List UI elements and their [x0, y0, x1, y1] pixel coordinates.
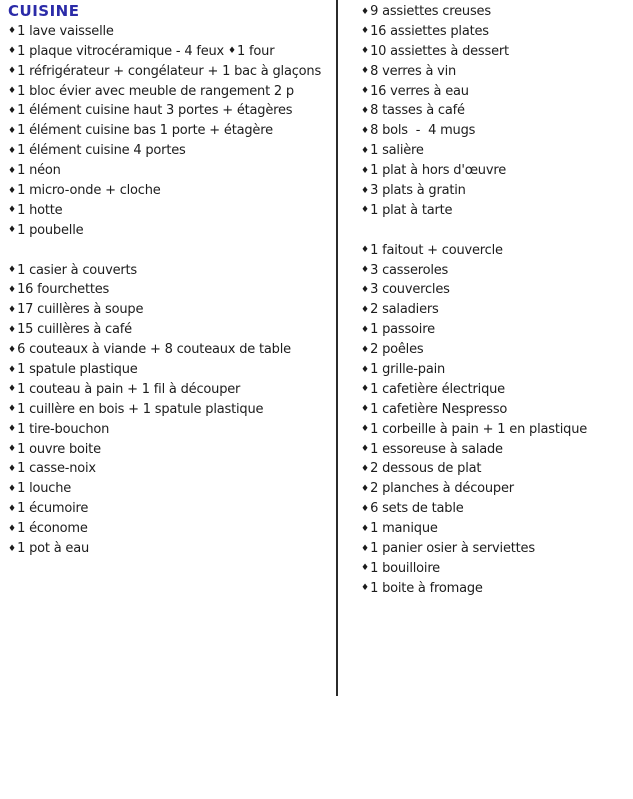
bullet-icon: ♦	[8, 304, 17, 315]
bullet-icon: ♦	[8, 424, 17, 435]
bullet-icon: ♦	[361, 205, 370, 216]
list-item	[8, 241, 336, 261]
bullet-icon: ♦	[8, 483, 17, 494]
list-item: ♦9 assiettes creuses	[361, 2, 629, 22]
bullet-icon: ♦	[361, 26, 370, 37]
bullet-icon: ♦	[361, 145, 370, 156]
list-item: ♦16 assiettes plates	[361, 22, 629, 42]
list-item: ♦1 plat à hors d'œuvre	[361, 161, 629, 181]
list-item: ♦2 dessous de plat	[361, 459, 629, 479]
list-item: ♦3 casseroles	[361, 261, 629, 281]
bullet-icon: ♦	[227, 46, 237, 57]
bullet-icon: ♦	[8, 364, 17, 375]
right-column	[361, 2, 629, 599]
list-item: ♦1 faitout + couvercle	[361, 241, 629, 261]
list-item: ♦1 louche	[8, 479, 336, 499]
page-title: CUISINE	[8, 2, 80, 20]
list-item: ♦1 ouvre boite	[8, 440, 336, 460]
bullet-icon: ♦	[8, 26, 17, 37]
list-item: ♦3 couvercles	[361, 280, 629, 300]
list-item: ♦1 écumoire	[8, 499, 336, 519]
bullet-icon: ♦	[361, 444, 370, 455]
list-item: ♦1 élément cuisine haut 3 portes + étagères	[8, 101, 336, 121]
list-item: ♦3 plats à gratin	[361, 181, 629, 201]
bullet-icon: ♦	[361, 543, 370, 554]
bullet-icon: ♦	[361, 66, 370, 77]
list-item: ♦15 cuillères à café	[8, 320, 336, 340]
bullet-icon: ♦	[361, 384, 370, 395]
bullet-icon: ♦	[361, 463, 370, 474]
list-item: ♦1 cafetière Nespresso	[361, 400, 629, 420]
left-column-list	[8, 22, 336, 559]
bullet-icon: ♦	[361, 324, 370, 335]
list-item: ♦1 corbeille à pain + 1 en plastique	[361, 420, 629, 440]
list-item: ♦1 pot à eau	[8, 539, 336, 559]
bullet-icon: ♦	[361, 563, 370, 574]
bullet-icon: ♦	[8, 384, 17, 395]
list-item: ♦16 fourchettes	[8, 280, 336, 300]
list-item: ♦1 élément cuisine 4 portes	[8, 141, 336, 161]
list-item: ♦1 bouilloire	[361, 559, 629, 579]
bullet-icon: ♦	[8, 125, 17, 136]
list-item: ♦1 cuillère en bois + 1 spatule plastique	[8, 400, 336, 420]
list-item: ♦1 casse-noix	[8, 459, 336, 479]
bullet-icon: ♦	[361, 284, 370, 295]
bullet-icon: ♦	[361, 424, 370, 435]
list-item: ♦1 essoreuse à salade	[361, 440, 629, 460]
bullet-icon: ♦	[8, 543, 17, 554]
bullet-icon: ♦	[8, 265, 17, 276]
list-item: ♦2 saladiers	[361, 300, 629, 320]
list-item	[361, 221, 629, 241]
list-item: ♦8 bols - 4 mugs	[361, 121, 629, 141]
bullet-icon: ♦	[8, 503, 17, 514]
list-item: ♦8 verres à vin	[361, 62, 629, 82]
list-item: ♦2 poêles	[361, 340, 629, 360]
bullet-icon: ♦	[8, 444, 17, 455]
list-item: ♦1 néon	[8, 161, 336, 181]
bullet-icon: ♦	[8, 404, 17, 415]
bullet-icon: ♦	[8, 463, 17, 474]
bullet-icon: ♦	[8, 205, 17, 216]
list-item: ♦1 poubelle	[8, 221, 336, 241]
bullet-icon: ♦	[361, 344, 370, 355]
bullet-icon: ♦	[8, 66, 17, 77]
list-item: ♦1 boite à fromage	[361, 579, 629, 599]
bullet-icon: ♦	[8, 284, 17, 295]
list-item: ♦1 spatule plastique	[8, 360, 336, 380]
list-item: ♦6 couteaux à viande + 8 couteaux de table	[8, 340, 336, 360]
bullet-icon: ♦	[361, 6, 370, 17]
bullet-icon: ♦	[361, 523, 370, 534]
list-item: ♦1 cafetière électrique	[361, 380, 629, 400]
bullet-icon: ♦	[361, 245, 370, 256]
bullet-icon: ♦	[8, 185, 17, 196]
bullet-icon: ♦	[8, 165, 17, 176]
list-item: ♦1 lave vaisselle	[8, 22, 336, 42]
right-column-list	[361, 2, 629, 599]
bullet-icon: ♦	[361, 404, 370, 415]
bullet-icon: ♦	[8, 145, 17, 156]
bullet-icon: ♦	[361, 86, 370, 97]
bullet-icon: ♦	[361, 185, 370, 196]
list-item: ♦1 hotte	[8, 201, 336, 221]
list-item: ♦2 planches à découper	[361, 479, 629, 499]
list-item: ♦6 sets de table	[361, 499, 629, 519]
list-item: ♦1 micro-onde + cloche	[8, 181, 336, 201]
list-item: ♦1 économe	[8, 519, 336, 539]
bullet-icon: ♦	[361, 583, 370, 594]
list-item: ♦1 tire-bouchon	[8, 420, 336, 440]
list-item: ♦1 couteau à pain + 1 fil à découper	[8, 380, 336, 400]
bullet-icon: ♦	[361, 46, 370, 57]
bullet-icon: ♦	[8, 523, 17, 534]
list-item: ♦1 panier osier à serviettes	[361, 539, 629, 559]
bullet-icon: ♦	[8, 86, 17, 97]
list-item: ♦17 cuillères à soupe	[8, 300, 336, 320]
column-divider	[336, 0, 338, 696]
list-item: ♦1 élément cuisine bas 1 porte + étagère	[8, 121, 336, 141]
list-item: ♦1 plat à tarte	[361, 201, 629, 221]
list-item: ♦1 plaque vitrocéramique - 4 feux ♦1 four	[8, 42, 336, 62]
list-item: ♦16 verres à eau	[361, 82, 629, 102]
bullet-icon: ♦	[8, 344, 17, 355]
bullet-icon: ♦	[361, 165, 370, 176]
list-item: ♦1 casier à couverts	[8, 261, 336, 281]
bullet-icon: ♦	[8, 105, 17, 116]
list-item: ♦1 grille-pain	[361, 360, 629, 380]
list-item: ♦8 tasses à café	[361, 101, 629, 121]
bullet-icon: ♦	[361, 125, 370, 136]
bullet-icon: ♦	[8, 324, 17, 335]
list-item: ♦1 réfrigérateur + congélateur + 1 bac à glaçons	[8, 62, 336, 82]
bullet-icon: ♦	[361, 364, 370, 375]
list-item: ♦1 manique	[361, 519, 629, 539]
bullet-icon: ♦	[8, 225, 17, 236]
list-item: ♦10 assiettes à dessert	[361, 42, 629, 62]
bullet-icon: ♦	[361, 105, 370, 116]
bullet-icon: ♦	[361, 503, 370, 514]
list-item: ♦1 salière	[361, 141, 629, 161]
left-column	[8, 2, 336, 559]
list-item: ♦1 bloc évier avec meuble de rangement 2 p	[8, 82, 336, 102]
bullet-icon: ♦	[361, 304, 370, 315]
bullet-icon: ♦	[8, 46, 17, 57]
list-item: ♦1 passoire	[361, 320, 629, 340]
bullet-icon: ♦	[361, 483, 370, 494]
bullet-icon: ♦	[361, 265, 370, 276]
